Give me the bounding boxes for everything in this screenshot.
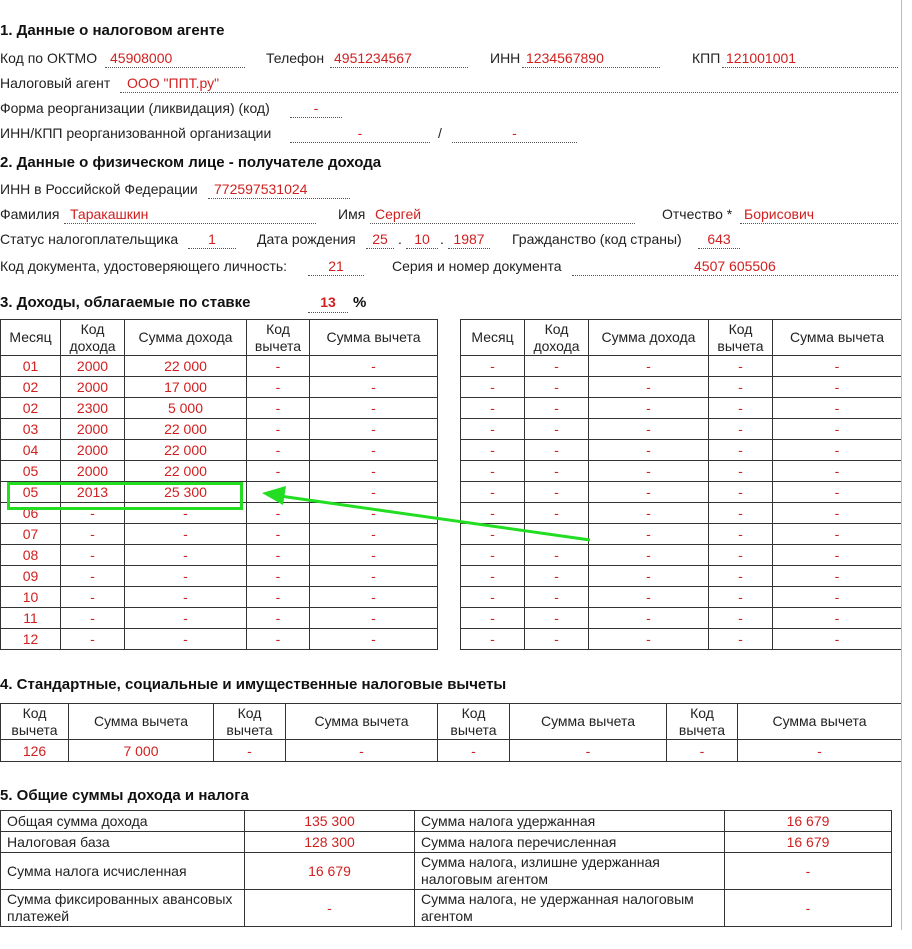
- income-sum-cell: -: [125, 545, 247, 566]
- inn-value[interactable]: 1234567890: [526, 50, 604, 66]
- total-label: Сумма налога, излишне удержанная налоговым агентом: [415, 853, 725, 890]
- status-label: Статус налогоплательщика: [0, 231, 179, 247]
- deduction-sum-cell: -: [773, 398, 902, 419]
- patronymic-value[interactable]: Борисович: [744, 206, 815, 222]
- income-code-cell: 2000: [61, 356, 125, 377]
- total-label: Общая сумма дохода: [1, 811, 245, 832]
- income-code-cell: -: [525, 377, 589, 398]
- deduction-code-cell: -: [709, 356, 773, 377]
- deduction-sum-cell: -: [773, 608, 902, 629]
- income-sum-cell: -: [589, 503, 709, 524]
- income-sum-cell: -: [589, 629, 709, 650]
- header-deduction-code: Код вычета: [709, 320, 773, 356]
- reorg-inn-value[interactable]: -: [357, 125, 363, 141]
- deduction-sum-cell: -: [310, 608, 438, 629]
- income-sum-cell: -: [589, 545, 709, 566]
- percent-sign: %: [353, 294, 367, 311]
- header-deduction-sum: Сумма вычета: [69, 704, 214, 740]
- header-deduction-code: Код вычета: [1, 704, 69, 740]
- date-dot-2: .: [440, 231, 444, 247]
- month-cell: 04: [1, 440, 61, 461]
- income-sum-cell: -: [589, 587, 709, 608]
- income-sum-cell: -: [125, 524, 247, 545]
- deduction-code-cell: -: [709, 608, 773, 629]
- deduction-sum-cell: -: [738, 740, 902, 762]
- income-code-cell: 2000: [61, 419, 125, 440]
- month-cell: -: [461, 608, 525, 629]
- income-code-cell: -: [61, 566, 125, 587]
- deduction-sum-cell: -: [773, 545, 902, 566]
- header-deduction-code: Код вычета: [667, 704, 738, 740]
- header-deduction-sum: Сумма вычета: [510, 704, 667, 740]
- month-cell: -: [461, 629, 525, 650]
- section4-title: 4. Стандартные, социальные и имущественные налоговые вычеты: [0, 676, 507, 693]
- deduction-code-cell: -: [709, 566, 773, 587]
- deduction-sum-cell: -: [773, 524, 902, 545]
- month-cell: -: [461, 398, 525, 419]
- total-label: Сумма налога перечисленная: [415, 832, 725, 853]
- totals-table: [0, 810, 892, 927]
- birth-label: Дата рождения: [257, 231, 356, 247]
- doc-code-value[interactable]: 21: [328, 258, 344, 274]
- deduction-sum-cell: -: [310, 503, 438, 524]
- total-value: 128 300: [245, 832, 415, 853]
- income-sum-cell: -: [125, 608, 247, 629]
- surname-value[interactable]: Таракашкин: [70, 206, 149, 222]
- deduction-code-cell: -: [247, 524, 310, 545]
- income-code-cell: 2000: [61, 377, 125, 398]
- income-sum-cell: -: [589, 461, 709, 482]
- deduction-code-cell: -: [247, 398, 310, 419]
- name-value[interactable]: Сергей: [375, 206, 422, 222]
- income-code-cell: -: [525, 356, 589, 377]
- month-cell: -: [461, 461, 525, 482]
- month-cell: 08: [1, 545, 61, 566]
- income-code-cell: -: [61, 524, 125, 545]
- income-code-cell: -: [525, 503, 589, 524]
- income-code-cell: -: [61, 629, 125, 650]
- deduction-code-cell: -: [247, 608, 310, 629]
- income-sum-cell: 22 000: [125, 419, 247, 440]
- slash: /: [438, 125, 442, 141]
- month-cell: 09: [1, 566, 61, 587]
- section5-title: 5. Общие суммы дохода и налога: [0, 787, 249, 804]
- table-row: [1, 853, 892, 890]
- phone-value[interactable]: 4951234567: [334, 50, 412, 66]
- section2-title: 2. Данные о физическом лице - получателе дохода: [0, 154, 382, 171]
- deduction-sum-cell: -: [773, 419, 902, 440]
- income-code-cell: -: [525, 461, 589, 482]
- deduction-sum-cell: -: [773, 629, 902, 650]
- inn-label: ИНН: [490, 50, 521, 66]
- month-cell: 10: [1, 587, 61, 608]
- month-cell: -: [461, 545, 525, 566]
- income-sum-cell: 5 000: [125, 398, 247, 419]
- deductions-table: [0, 703, 902, 762]
- section1-title: 1. Данные о налоговом агенте: [0, 22, 225, 39]
- header-month: Месяц: [1, 320, 61, 356]
- total-label: Сумма фиксированных авансовых платежей: [1, 890, 245, 927]
- header-income-code: Код дохода: [525, 320, 589, 356]
- income-sum-cell: 25 300: [125, 482, 247, 503]
- total-value: 16 679: [245, 853, 415, 890]
- income-code-cell: -: [525, 398, 589, 419]
- income-code-cell: -: [525, 419, 589, 440]
- doc-num-value[interactable]: 4507 605506: [694, 258, 776, 274]
- deduction-code-cell: -: [709, 461, 773, 482]
- income-sum-cell: -: [125, 503, 247, 524]
- income-code-cell: -: [525, 587, 589, 608]
- income-sum-cell: -: [125, 566, 247, 587]
- birth-month[interactable]: 10: [414, 231, 430, 247]
- deduction-code-cell: -: [709, 629, 773, 650]
- birth-day[interactable]: 25: [372, 231, 388, 247]
- deduction-sum-cell: -: [310, 545, 438, 566]
- deduction-sum-cell: -: [773, 482, 902, 503]
- deduction-code-cell: -: [709, 587, 773, 608]
- agent-label: Налоговый агент: [0, 75, 111, 91]
- deduction-sum-cell: -: [310, 629, 438, 650]
- month-cell: 02: [1, 377, 61, 398]
- income-sum-cell: 22 000: [125, 461, 247, 482]
- citizenship-label: Гражданство (код страны): [512, 231, 682, 247]
- income-sum-cell: -: [589, 356, 709, 377]
- header-deduction-sum: Сумма вычета: [286, 704, 438, 740]
- income-code-cell: 2300: [61, 398, 125, 419]
- header-deduction-code: Код вычета: [438, 704, 510, 740]
- birth-year[interactable]: 1987: [453, 231, 485, 247]
- deduction-code-cell: -: [247, 566, 310, 587]
- deduction-code-cell: -: [247, 419, 310, 440]
- income-code-cell: -: [61, 503, 125, 524]
- income-sum-cell: 22 000: [125, 440, 247, 461]
- month-cell: -: [461, 419, 525, 440]
- status-value[interactable]: 1: [208, 231, 216, 247]
- deduction-code-cell: -: [214, 740, 286, 762]
- income-sum-cell: -: [589, 398, 709, 419]
- income-sum-cell: -: [589, 419, 709, 440]
- person-inn-value[interactable]: 772597531024: [214, 181, 308, 197]
- total-value: -: [725, 890, 892, 927]
- total-value: -: [245, 890, 415, 927]
- deduction-code-cell: -: [709, 377, 773, 398]
- header-deduction-sum: Сумма вычета: [773, 320, 902, 356]
- table-row: [1, 890, 892, 927]
- table-row: [1, 811, 892, 832]
- month-cell: 06: [1, 503, 61, 524]
- deduction-code-cell: -: [247, 629, 310, 650]
- income-code-cell: -: [525, 608, 589, 629]
- month-cell: 07: [1, 524, 61, 545]
- deduction-code-cell: -: [247, 461, 310, 482]
- month-cell: -: [461, 503, 525, 524]
- deduction-sum-cell: -: [773, 377, 902, 398]
- total-label: Сумма налога исчисленная: [1, 853, 245, 890]
- deduction-code-cell: -: [709, 440, 773, 461]
- total-value: 16 679: [725, 811, 892, 832]
- total-label: Сумма налога, не удержанная налоговым агентом: [415, 890, 725, 927]
- deduction-code-cell: -: [247, 503, 310, 524]
- income-code-cell: 2000: [61, 440, 125, 461]
- deduction-code-cell: -: [247, 356, 310, 377]
- header-deduction-code: Код вычета: [214, 704, 286, 740]
- deduction-sum-cell: -: [310, 587, 438, 608]
- income-sum-cell: -: [589, 482, 709, 503]
- surname-label: Фамилия: [0, 206, 60, 222]
- section3-title: 3. Доходы, облагаемые по ставке: [0, 294, 251, 311]
- deduction-sum-cell: -: [773, 440, 902, 461]
- total-value: 16 679: [725, 832, 892, 853]
- income-sum-cell: -: [589, 566, 709, 587]
- person-inn-label: ИНН в Российской Федерации: [0, 181, 198, 197]
- income-code-cell: -: [61, 608, 125, 629]
- doc-code-label: Код документа, удостоверяющего личность:: [0, 258, 288, 274]
- deduction-sum-cell: -: [310, 398, 438, 419]
- name-label: Имя: [338, 206, 366, 222]
- month-cell: 12: [1, 629, 61, 650]
- reorg-inn-label: ИНН/КПП реорганизованной организации: [0, 125, 272, 141]
- header-income-sum: Сумма дохода: [589, 320, 709, 356]
- page-edge: [901, 0, 902, 930]
- header-deduction-sum: Сумма вычета: [738, 704, 902, 740]
- reorg-label: Форма реорганизации (ликвидация) (код): [0, 100, 270, 116]
- kpp-value[interactable]: 121001001: [726, 50, 797, 66]
- month-cell: 01: [1, 356, 61, 377]
- income-sum-cell: 22 000: [125, 356, 247, 377]
- date-dot-1: .: [398, 231, 402, 247]
- deduction-sum-cell: -: [773, 356, 902, 377]
- deduction-sum-cell: -: [773, 587, 902, 608]
- deduction-sum-cell: -: [310, 419, 438, 440]
- income-code-cell: 2000: [61, 461, 125, 482]
- month-cell: 02: [1, 398, 61, 419]
- table-row: [1, 832, 892, 853]
- deduction-code-cell: -: [247, 587, 310, 608]
- income-sum-cell: -: [589, 377, 709, 398]
- income-code-cell: -: [525, 440, 589, 461]
- month-cell: -: [461, 356, 525, 377]
- patronymic-label: Отчество *: [662, 206, 733, 222]
- month-cell: -: [461, 482, 525, 503]
- month-cell: -: [461, 524, 525, 545]
- month-cell: 05: [1, 482, 61, 503]
- deduction-code-cell: -: [247, 377, 310, 398]
- deduction-sum-cell: -: [310, 461, 438, 482]
- month-cell: 11: [1, 608, 61, 629]
- income-sum-cell: -: [125, 587, 247, 608]
- total-value: 135 300: [245, 811, 415, 832]
- deduction-code-cell: -: [709, 482, 773, 503]
- deduction-sum-cell: -: [773, 503, 902, 524]
- income-code-cell: -: [525, 629, 589, 650]
- month-cell: -: [461, 377, 525, 398]
- agent-value[interactable]: ООО "ППТ.ру": [127, 75, 220, 91]
- month-cell: -: [461, 566, 525, 587]
- deduction-code-cell: -: [247, 440, 310, 461]
- income-code-cell: -: [525, 545, 589, 566]
- income-sum-cell: -: [589, 608, 709, 629]
- deduction-code-cell: -: [247, 545, 310, 566]
- header-income-sum: Сумма дохода: [125, 320, 247, 356]
- income-code-cell: -: [61, 545, 125, 566]
- citizenship-value[interactable]: 643: [707, 231, 731, 247]
- deduction-sum-cell: -: [310, 482, 438, 503]
- deduction-code-cell: -: [667, 740, 738, 762]
- deduction-code-cell: -: [709, 524, 773, 545]
- deduction-sum-cell: -: [310, 440, 438, 461]
- deduction-sum-cell: -: [510, 740, 667, 762]
- tax-rate-value[interactable]: 13: [320, 294, 336, 310]
- month-cell: -: [461, 440, 525, 461]
- total-label: Сумма налога удержанная: [415, 811, 725, 832]
- deduction-code-cell: -: [709, 545, 773, 566]
- oktmo-value[interactable]: 45908000: [110, 50, 173, 66]
- total-value: -: [725, 853, 892, 890]
- reorg-value[interactable]: -: [313, 100, 319, 116]
- income-sum-cell: 17 000: [125, 377, 247, 398]
- deduction-sum-cell: -: [310, 377, 438, 398]
- deduction-code-cell: 126: [1, 740, 69, 762]
- month-cell: -: [461, 587, 525, 608]
- income-sum-cell: -: [589, 524, 709, 545]
- deduction-code-cell: -: [709, 419, 773, 440]
- month-cell: 03: [1, 419, 61, 440]
- income-sum-cell: -: [589, 440, 709, 461]
- deduction-code-cell: -: [438, 740, 510, 762]
- phone-label: Телефон: [266, 50, 325, 66]
- deduction-sum-cell: 7 000: [69, 740, 214, 762]
- deduction-code-cell: -: [709, 503, 773, 524]
- income-code-cell: -: [525, 482, 589, 503]
- total-label: Налоговая база: [1, 832, 245, 853]
- header-deduction-code: Код вычета: [247, 320, 310, 356]
- deduction-sum-cell: -: [773, 461, 902, 482]
- deduction-sum-cell: -: [286, 740, 438, 762]
- month-cell: 05: [1, 461, 61, 482]
- deduction-sum-cell: -: [310, 524, 438, 545]
- kpp-label: КПП: [692, 50, 721, 66]
- header-income-code: Код дохода: [61, 320, 125, 356]
- income-sum-cell: -: [125, 629, 247, 650]
- income-code-cell: -: [525, 566, 589, 587]
- oktmo-label: Код по ОКТМО: [0, 50, 98, 66]
- deduction-sum-cell: -: [310, 566, 438, 587]
- deduction-sum-cell: -: [310, 356, 438, 377]
- deduction-code-cell: -: [709, 398, 773, 419]
- doc-num-label: Серия и номер документа: [392, 258, 562, 274]
- income-code-cell: 2013: [61, 482, 125, 503]
- header-month: Месяц: [461, 320, 525, 356]
- income-code-cell: -: [61, 587, 125, 608]
- header-deduction-sum: Сумма вычета: [310, 320, 438, 356]
- deduction-sum-cell: -: [773, 566, 902, 587]
- reorg-kpp-value[interactable]: -: [512, 125, 517, 141]
